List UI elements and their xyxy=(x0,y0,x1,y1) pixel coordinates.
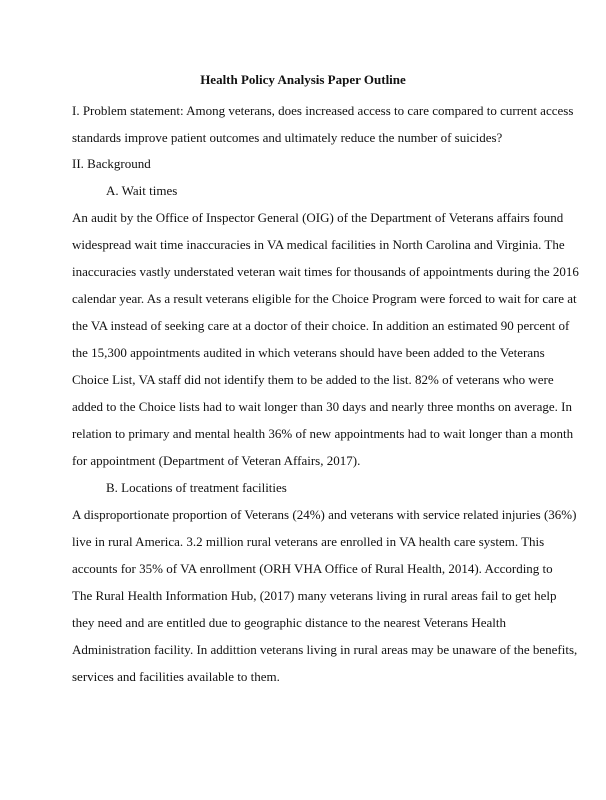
paragraph-line: Administration facility. In addittion veterans living in rural areas may be unaware of the benefits, xyxy=(72,642,578,657)
paragraph-line: they need and are entitled due to geographic distance to the nearest Veterans Health xyxy=(72,615,507,630)
paragraph-line: calendar year. As a result veterans eligible for the Choice Program were forced to wait for care at xyxy=(72,291,577,306)
paragraph-line: An audit by the Office of Inspector General (OIG) of the Department of Veterans affairs found xyxy=(72,210,564,225)
background-heading: II. Background xyxy=(72,156,151,171)
paragraph-line: the 15,300 appointments audited in which veterans should have been added to the Veterans xyxy=(72,345,545,360)
paragraph-line: Choice List, VA staff did not identify them to be added to the list. 82% of veterans who were xyxy=(72,372,554,387)
paragraph-line: added to the Choice lists had to wait longer than 30 days and nearly three months on average. In xyxy=(72,399,572,414)
document-title: Health Policy Analysis Paper Outline xyxy=(200,72,406,87)
paragraph-line: The Rural Health Information Hub, (2017) many veterans living in rural areas fail to get help xyxy=(72,588,557,603)
paragraph-line: live in rural America. 3.2 million rural veterans are enrolled in VA health care system. This xyxy=(72,534,545,549)
paragraph-line: services and facilities available to them. xyxy=(72,669,280,684)
paragraph-line: A disproportionate proportion of Veterans (24%) and veterans with service related injuries (36%) xyxy=(72,507,577,522)
problem-statement-line: standards improve patient outcomes and ultimately reduce the number of suicides? xyxy=(72,130,503,145)
paragraph-line: accounts for 35% of VA enrollment (ORH VHA Office of Rural Health, 2014). According to xyxy=(72,561,553,576)
paragraph-line: the VA instead of seeking care at a doctor of their choice. In addition an estimated 90 percent of xyxy=(72,318,570,333)
problem-statement-line: I. Problem statement: Among veterans, does increased access to care compared to current access xyxy=(72,103,574,118)
paragraph-line: inaccuracies vastly understated veteran wait times for thousands of appointments during the 2016 xyxy=(72,264,579,279)
paragraph-line: widespread wait time inaccuracies in VA medical facilities in North Carolina and Virginia. The xyxy=(72,237,565,252)
section-heading-wait-times: A. Wait times xyxy=(106,183,178,198)
section-heading-locations: B. Locations of treatment facilities xyxy=(106,480,287,495)
paragraph-line: for appointment (Department of Veteran Affairs, 2017). xyxy=(72,453,361,468)
paragraph-line: relation to primary and mental health 36% of new appointments had to wait longer than a month xyxy=(72,426,574,441)
